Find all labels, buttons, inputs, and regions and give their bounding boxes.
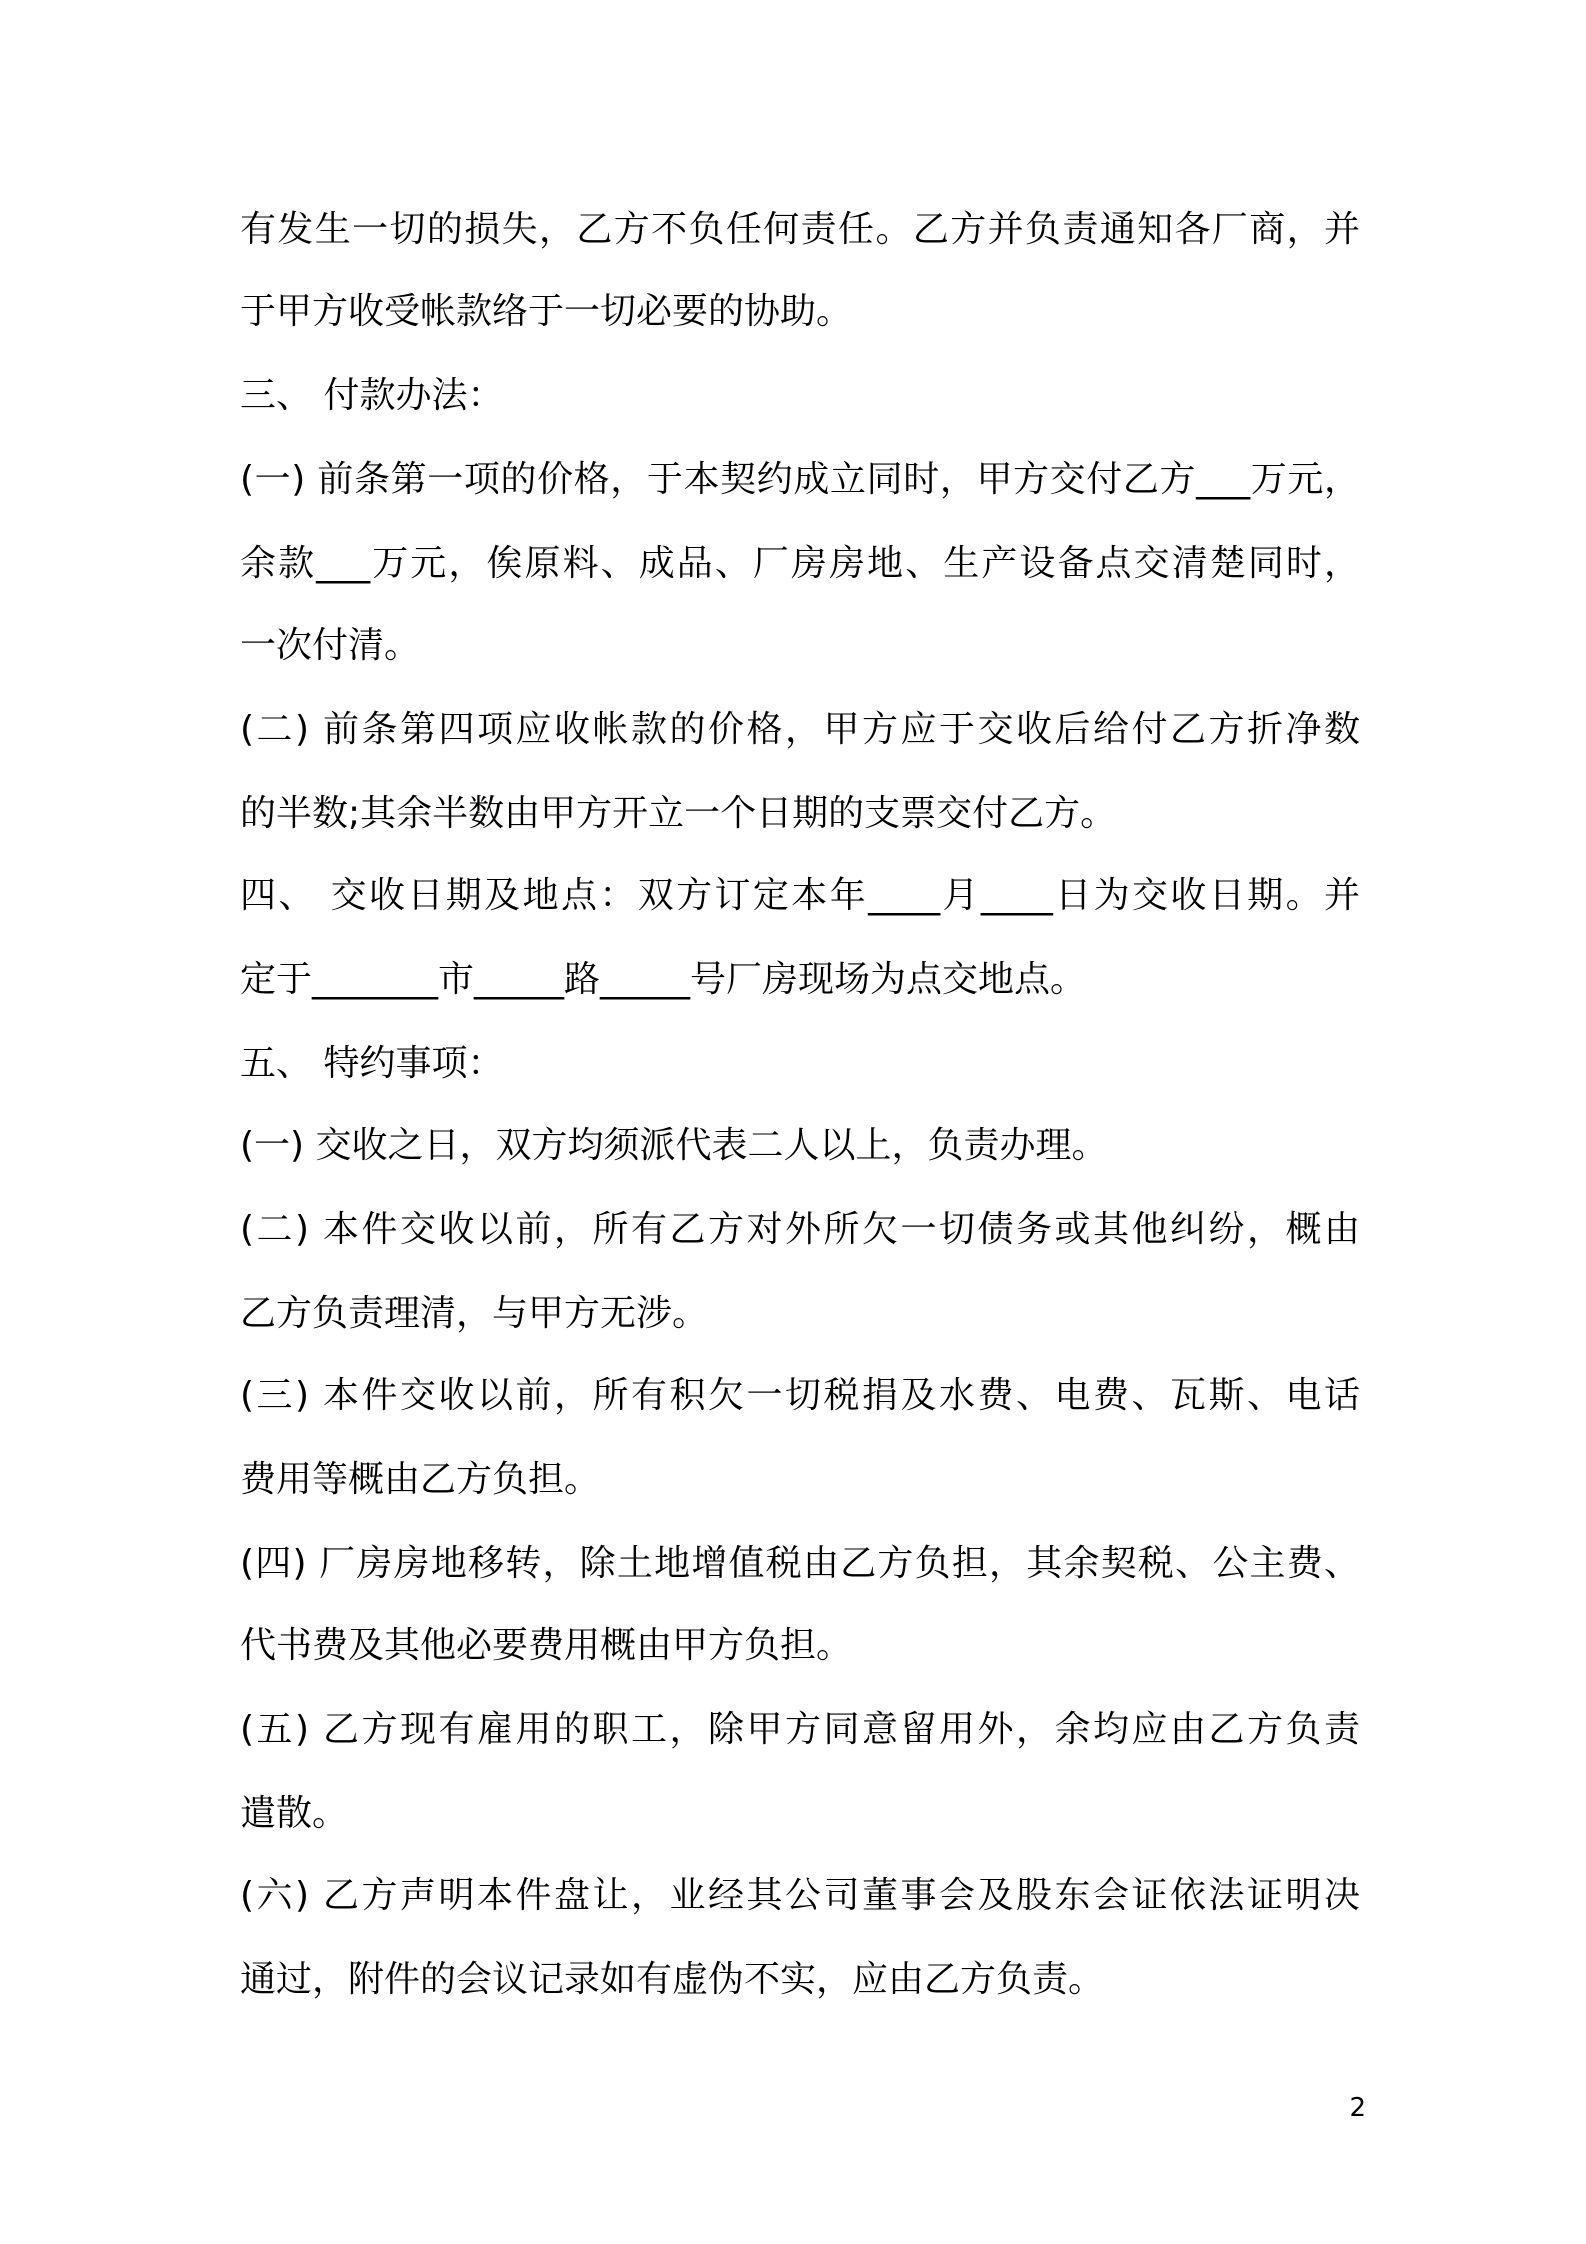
page-number: 2 bbox=[1349, 2093, 1366, 2123]
section-heading: 三、 付款办法： bbox=[240, 375, 504, 416]
text-line: 费用等概由乙方负担。 bbox=[240, 1459, 601, 1500]
text-line: 代书费及其他必要费用概由甲方负担。 bbox=[240, 1625, 853, 1666]
text-line: (五) 乙方现有雇用的职工，除甲方同意留用外，余均应由乙方负责 bbox=[240, 1709, 1360, 1750]
text-line: 有发生一切的损失，乙方不负任何责任。乙方并负责通知各厂商，并 bbox=[240, 209, 1360, 250]
text-line: (一) 前条第一项的价格，于本契约成立同时，甲方交付乙方___万元， bbox=[240, 459, 1360, 500]
text-line: 一次付清。 bbox=[240, 625, 421, 666]
text-line: 定于_______市_____路_____号厂房现场为点交地点。 bbox=[240, 959, 1087, 1000]
text-line: 遣散。 bbox=[240, 1793, 349, 1834]
text-line: (二) 前条第四项应收帐款的价格，甲方应于交收后给付乙方折净数 bbox=[240, 709, 1360, 750]
text-line: 的半数;其余半数由甲方开立一个日期的支票交付乙方。 bbox=[240, 793, 1117, 834]
text-line: 通过，附件的会议记录如有虚伪不实，应由乙方负责。 bbox=[240, 1959, 1105, 2000]
text-line: (六) 乙方声明本件盘让，业经其公司董事会及股东会证依法证明决 bbox=[240, 1875, 1360, 1916]
text-line: 四、 交收日期及地点：双方订定本年____月____日为交收日期。并 bbox=[240, 875, 1360, 916]
text-line: (三) 本件交收以前，所有积欠一切税捐及水费、电费、瓦斯、电话 bbox=[240, 1375, 1360, 1416]
text-line: 于甲方收受帐款络于一切必要的协助。 bbox=[240, 291, 853, 332]
text-line: (二) 本件交收以前，所有乙方对外所欠一切债务或其他纠纷，概由 bbox=[240, 1209, 1360, 1250]
text-line: 乙方负责理清，与甲方无涉。 bbox=[240, 1293, 709, 1334]
text-line: 余款___万元，俟原料、成品、厂房房地、生产设备点交清楚同时， bbox=[240, 543, 1360, 584]
text-line: (一) 交收之日，双方均须派代表二人以上，负责办理。 bbox=[240, 1125, 1108, 1166]
text-line: (四) 厂房房地移转，除土地增值税由乙方负担，其余契税、公主费、 bbox=[240, 1543, 1360, 1584]
section-heading: 五、 特约事项： bbox=[240, 1043, 504, 1084]
